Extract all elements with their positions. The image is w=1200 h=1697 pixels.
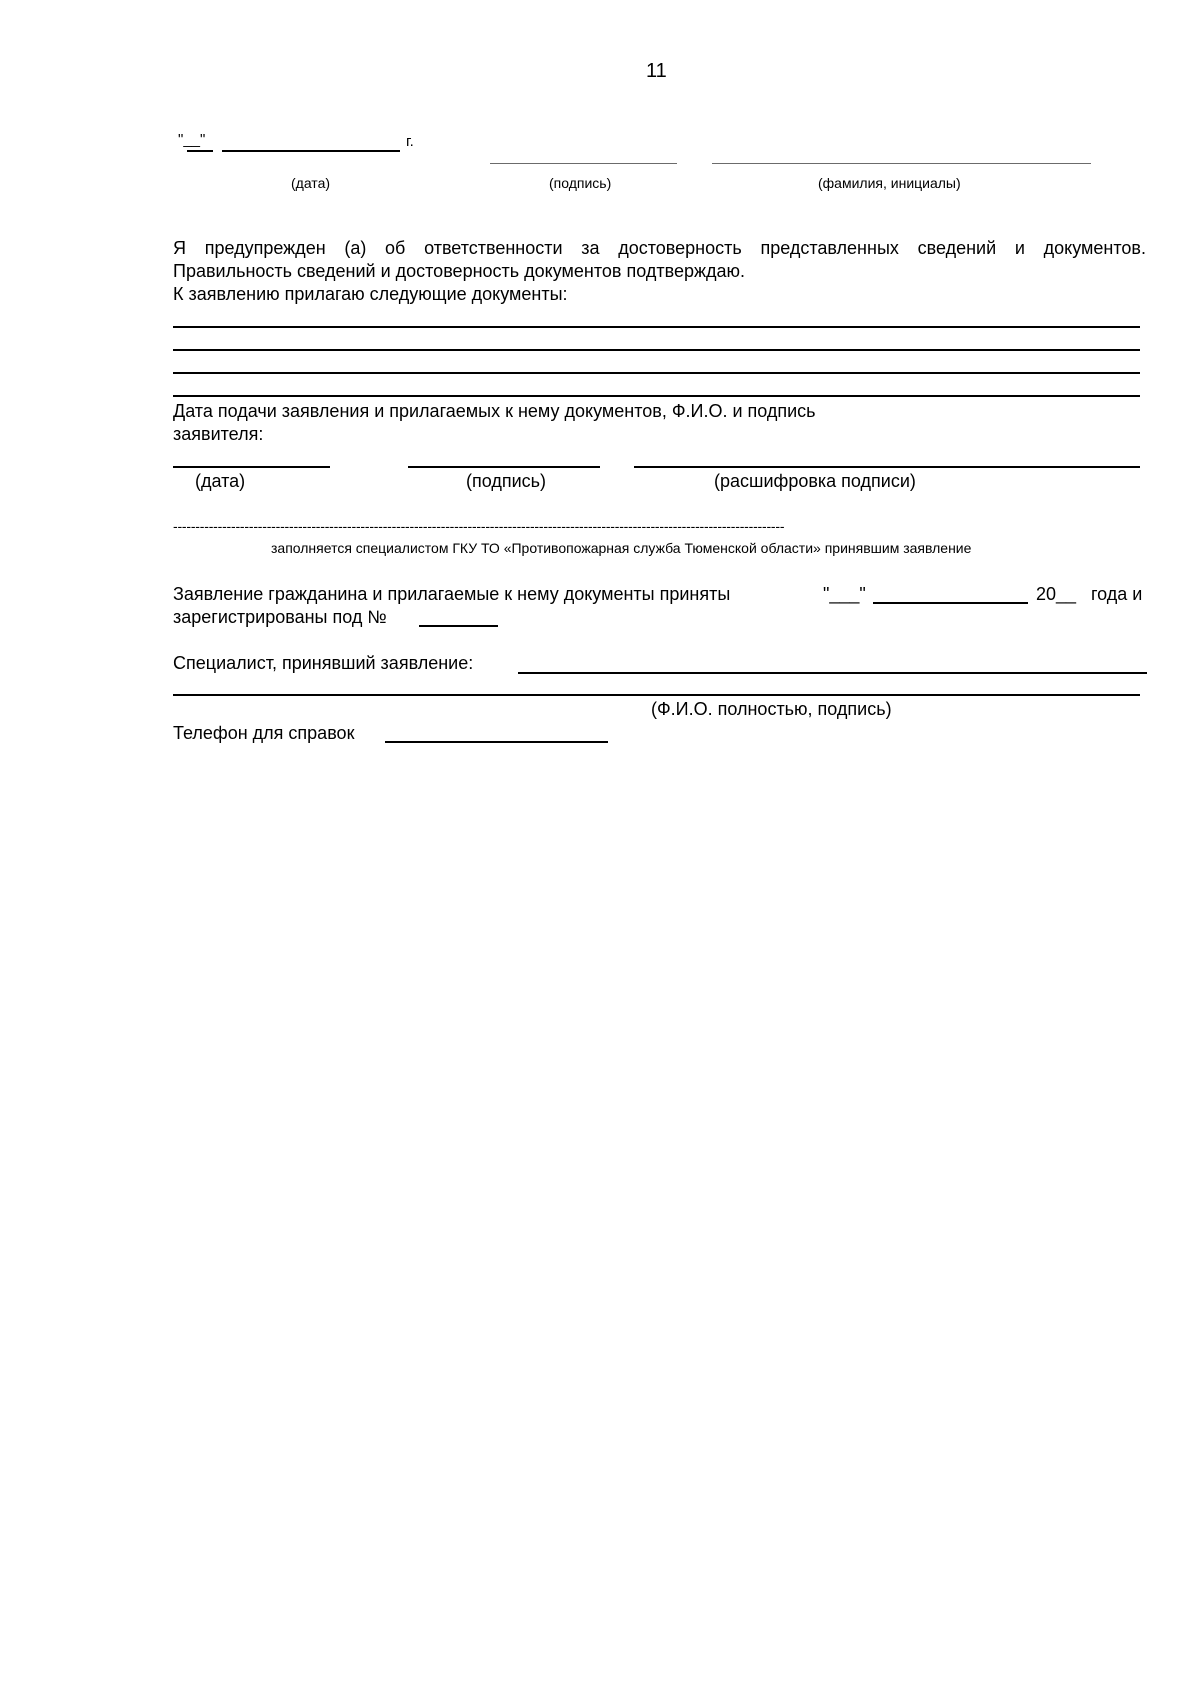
warning-word: представленных: [760, 238, 899, 258]
caption-name-top: (фамилия, инициалы): [818, 175, 961, 191]
warning-word: (а): [344, 238, 367, 258]
acceptance-quote: "___": [823, 584, 866, 604]
page-number: 11: [646, 60, 667, 82]
warning-word: документов.: [1043, 238, 1146, 258]
registration-number-line[interactable]: [419, 625, 498, 627]
warning-word: достоверность: [618, 238, 742, 258]
warning-line-1: [173, 237, 1146, 259]
attachment-line-4[interactable]: [173, 395, 1140, 397]
warning-word: предупрежден: [204, 238, 326, 258]
name-line-top[interactable]: [712, 163, 1091, 164]
date-underline-short[interactable]: [187, 150, 213, 152]
specialist-caption: (Ф.И.О. полностью, подпись): [651, 699, 892, 719]
caption-decoding-submission: (расшифровка подписи): [714, 471, 916, 491]
acceptance-year: 20__: [1036, 584, 1077, 604]
acceptance-line-1-end: года и: [1091, 584, 1143, 604]
phone-label: Телефон для справок: [173, 723, 355, 743]
separator-note: заполняется специалистом ГКУ ТО «Противопожарная служба Тюменской области» принявшим заявление: [271, 540, 972, 556]
date-prefix: "__": [178, 131, 206, 148]
acceptance-line-1-start: Заявление гражданина и прилагаемые к нему документы приняты: [173, 584, 731, 604]
submission-line-2: заявителя:: [173, 424, 264, 444]
acceptance-line-2: зарегистрированы под №: [173, 607, 387, 627]
warning-word: сведений: [917, 238, 997, 258]
warning-word: ответственности: [424, 238, 563, 258]
submission-decoding-line[interactable]: [634, 466, 1140, 468]
warning-word: об: [385, 238, 406, 258]
submission-signature-line[interactable]: [408, 466, 600, 468]
date-underline[interactable]: [222, 150, 400, 152]
signature-line-top[interactable]: [490, 163, 677, 164]
attachment-line-3[interactable]: [173, 372, 1140, 374]
acceptance-date-line[interactable]: [873, 602, 1028, 604]
date-suffix: г.: [406, 133, 414, 150]
specialist-line-1[interactable]: [518, 672, 1147, 674]
specialist-line-2[interactable]: [173, 694, 1140, 696]
attachment-line-1[interactable]: [173, 326, 1140, 328]
caption-date-submission: (дата): [195, 471, 246, 491]
warning-word: и: [1014, 238, 1025, 258]
phone-line[interactable]: [385, 741, 608, 743]
submission-date-line[interactable]: [173, 466, 330, 468]
warning-word: Я: [173, 238, 186, 258]
submission-line-1: Дата подачи заявления и прилагаемых к нему документов, Ф.И.О. и подпись: [173, 401, 816, 421]
caption-signature-submission: (подпись): [466, 471, 547, 491]
attachment-line-2[interactable]: [173, 349, 1140, 351]
dashed-separator: -----------------------------------------------------------------------------------------------------------------------------------------: [173, 518, 785, 534]
warning-line-3: К заявлению прилагаю следующие документы:: [173, 284, 568, 304]
caption-date-top: (дата): [291, 175, 331, 191]
warning-word: за: [581, 238, 600, 258]
warning-line-2: Правильность сведений и достоверность документов подтверждаю.: [173, 261, 746, 281]
specialist-label: Специалист, принявший заявление:: [173, 653, 474, 673]
caption-signature-top: (подпись): [549, 175, 612, 191]
